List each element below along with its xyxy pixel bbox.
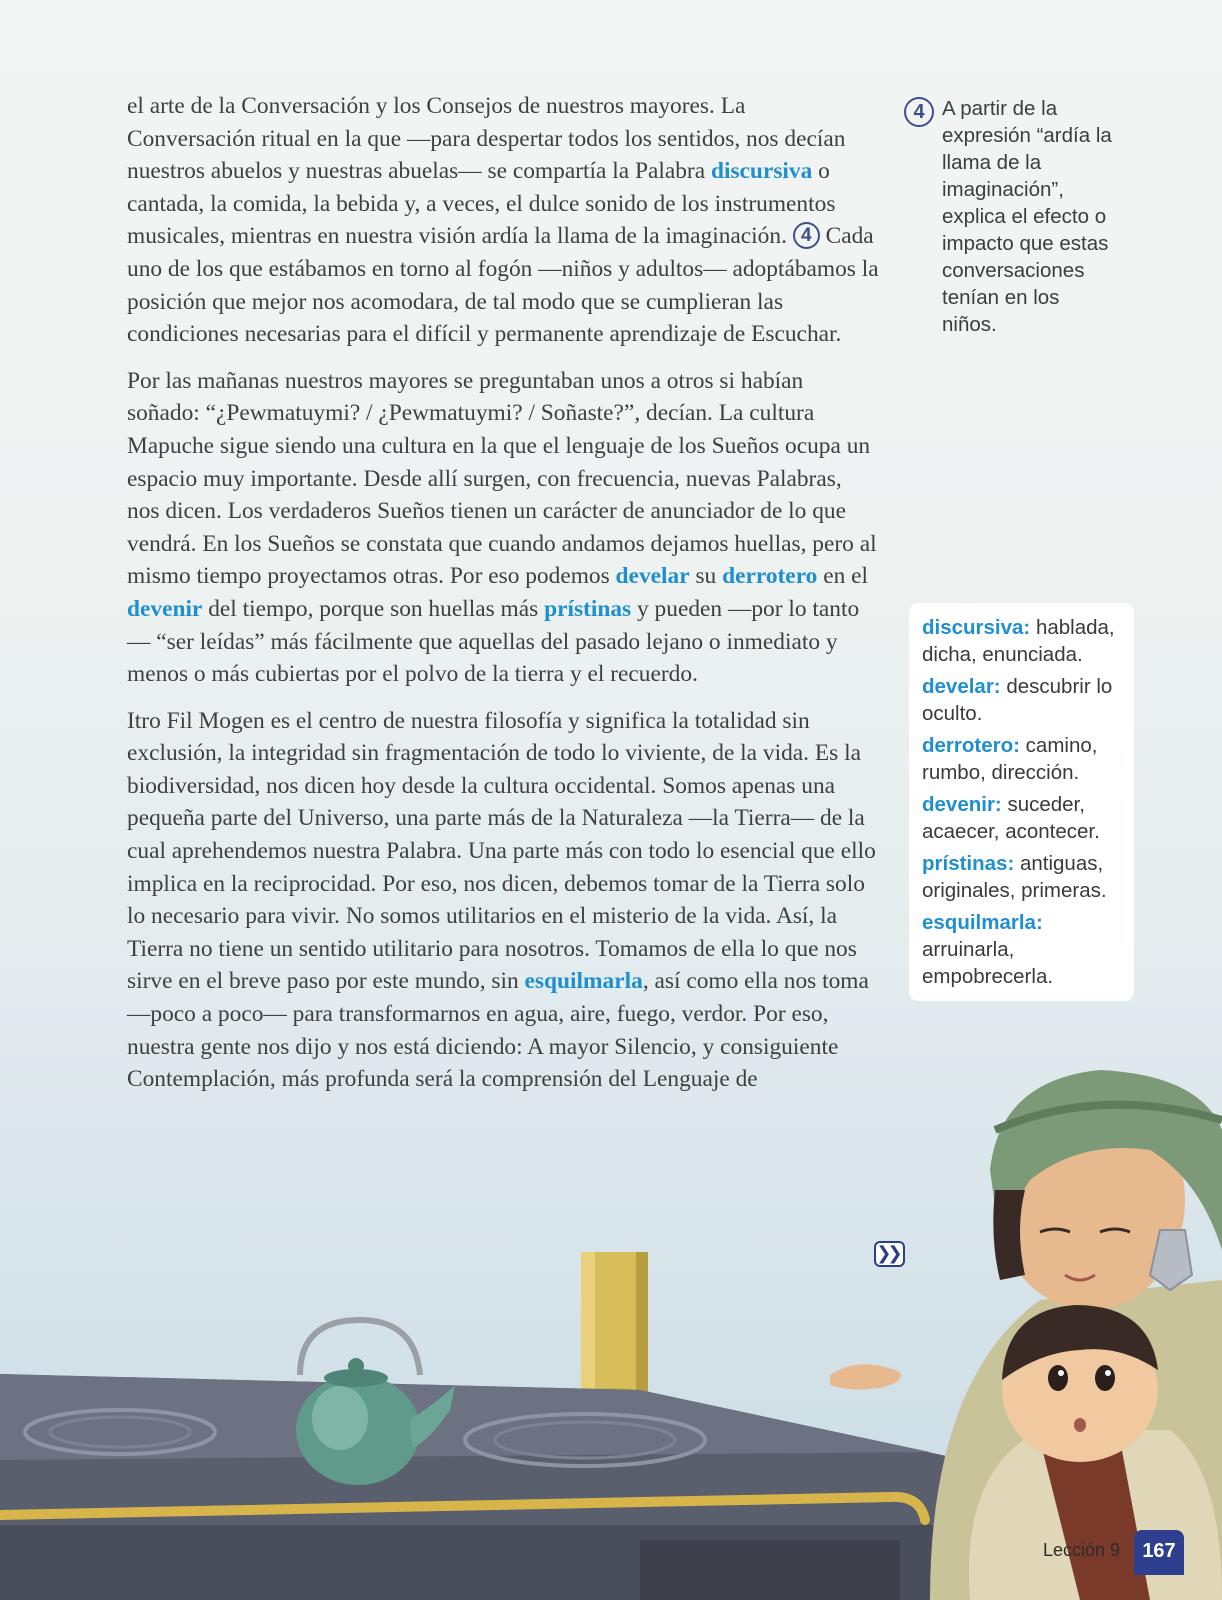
text-span: y pueden —por lo tanto— “ser leídas” más fácilmente que aquellas del pasado lejano o inmediato y menos o más cubiertas por el polvo de la tierra y el recuerdo. (127, 595, 860, 688)
paragraph-2 (127, 365, 879, 691)
text-span: del tiempo, porque son huellas más (202, 595, 545, 622)
glossary-term: develar: (922, 675, 1001, 698)
text-span: , así como ella nos toma —poco a poco— para transformarnos en agua, aire, fuego, verdor. Por eso, nuestra gente nos dijo y nos está diciendo: A mayor Silencio, y consiguiente Contemplación, más profunda será la comprensión del Lenguaje de (127, 968, 869, 1093)
glossary-term-derrotero[interactable]: derrotero (722, 563, 818, 590)
glossary-definition: camino, rumbo, dirección. (922, 734, 1098, 784)
glossary-entry (922, 673, 1122, 727)
question-4-badge-icon[interactable]: 4 (793, 222, 820, 249)
page-number: 167 (1134, 1530, 1184, 1575)
text-span: en el (817, 563, 869, 590)
glossary-entry (922, 791, 1122, 845)
question-4 (904, 95, 1114, 338)
glossary-definition: antiguas, originales, primeras. (922, 852, 1107, 902)
glossary-box (909, 603, 1134, 1001)
glossary-term-discursiva[interactable]: discursiva (710, 158, 813, 185)
question-text: A partir de la expresión “ardía la llama de la imaginación”, explica el efecto o impacto que estas conversaciones tenían en los niños. (942, 97, 1112, 336)
paragraph-3 (127, 705, 879, 1096)
glossary-term: derrotero: (922, 734, 1020, 757)
glossary-term: devenir: (922, 793, 1002, 816)
text-span: o cantada, la comida, la bebida y, a veces, el dulce sonido de los instrumentos musicales, mientras en nuestra visión ardía la llama de la imaginación. (127, 158, 836, 250)
glossary-entry (922, 850, 1122, 904)
text-span: Por las mañanas nuestros mayores se preguntaban unos a otros si habían soñado: “¿Pewmatuymi? / ¿Pewmatuymi? / Soñaste?”, decían. La cultura Mapuche sigue siendo una cultura en la que el lenguaje de los Sueños ocupa un espacio muy importante. Desde allí surgen, con frecuencia, nuevas Palabras, nos dicen. Los verdaderos Sueños tienen un carácter de anunciador de lo que vendrá. En los Sueños se constata que cuando andamos dejamos huellas, pero al mismo tiempo proyectamos otras. Por eso podemos (127, 367, 877, 590)
glossary-definition: hablada, dicha, enunciada. (922, 616, 1115, 666)
glossary-entry (922, 909, 1122, 990)
glossary-term: esquilmarla: (922, 911, 1043, 934)
text-span: Cada uno de los que estábamos en torno al fogón —niños y adultos— adoptábamos la posición que mejor nos acomodara, de tal modo que se cumplieran las condiciones necesarias para el difícil y permanente aprendizaje de Escuchar. (127, 223, 879, 348)
glossary-term-pristinas[interactable]: prístinas (544, 595, 632, 622)
main-text (127, 90, 879, 1110)
text-span: el arte de la Conversación y los Consejos de nuestros mayores. La Conversación ritual en la que —para despertar todos los sentidos, nos decían nuestros abuelos y nuestras abuelas— se compartía la Palabra (127, 93, 846, 185)
glossary-definition: suceder, acaecer, acontecer. (922, 793, 1100, 843)
question-number-icon: 4 (904, 97, 934, 127)
glossary-term: discursiva: (922, 616, 1031, 639)
paragraph-1 (127, 90, 879, 351)
next-page-arrow-icon[interactable]: ❯❯ (874, 1241, 905, 1267)
glossary-term-esquilmarla[interactable]: esquilmarla (524, 968, 643, 995)
lesson-label: Lección 9 (1043, 1540, 1121, 1560)
text-span: Itro Fil Mogen es el centro de nuestra filosofía y significa la totalidad sin exclusión, la integridad sin fragmentación de todo lo viviente, de la vida. Es la biodiversidad, nos dicen hoy desde la cultura occidental. Somos apenas una pequeña parte del Universo, una parte más de la Naturaleza —la Tierra— de la cual aprehendemos nuestra Palabra. Una parte más con todo lo esencial que ello implica en la reciprocidad. Por eso, nos dicen, debemos tomar de la Tierra solo lo necesario para vivir. No somos utilitarios en el misterio de la vida. Así, la Tierra no tiene un sentido utilitario para nosotros. Tomamos de ella lo que nos sirve en el breve paso por este mundo, sin (127, 707, 876, 995)
glossary-term-devenir[interactable]: devenir (127, 595, 203, 622)
glossary-entry (922, 732, 1122, 786)
glossary-entry (922, 614, 1122, 668)
text-span: su (689, 563, 723, 590)
glossary-definition: arruinarla, empobrecerla. (922, 938, 1054, 988)
glossary-term-develar[interactable]: develar (615, 563, 690, 590)
glossary-definition: descubrir lo oculto. (922, 675, 1113, 725)
glossary-term: prístinas: (922, 852, 1015, 875)
